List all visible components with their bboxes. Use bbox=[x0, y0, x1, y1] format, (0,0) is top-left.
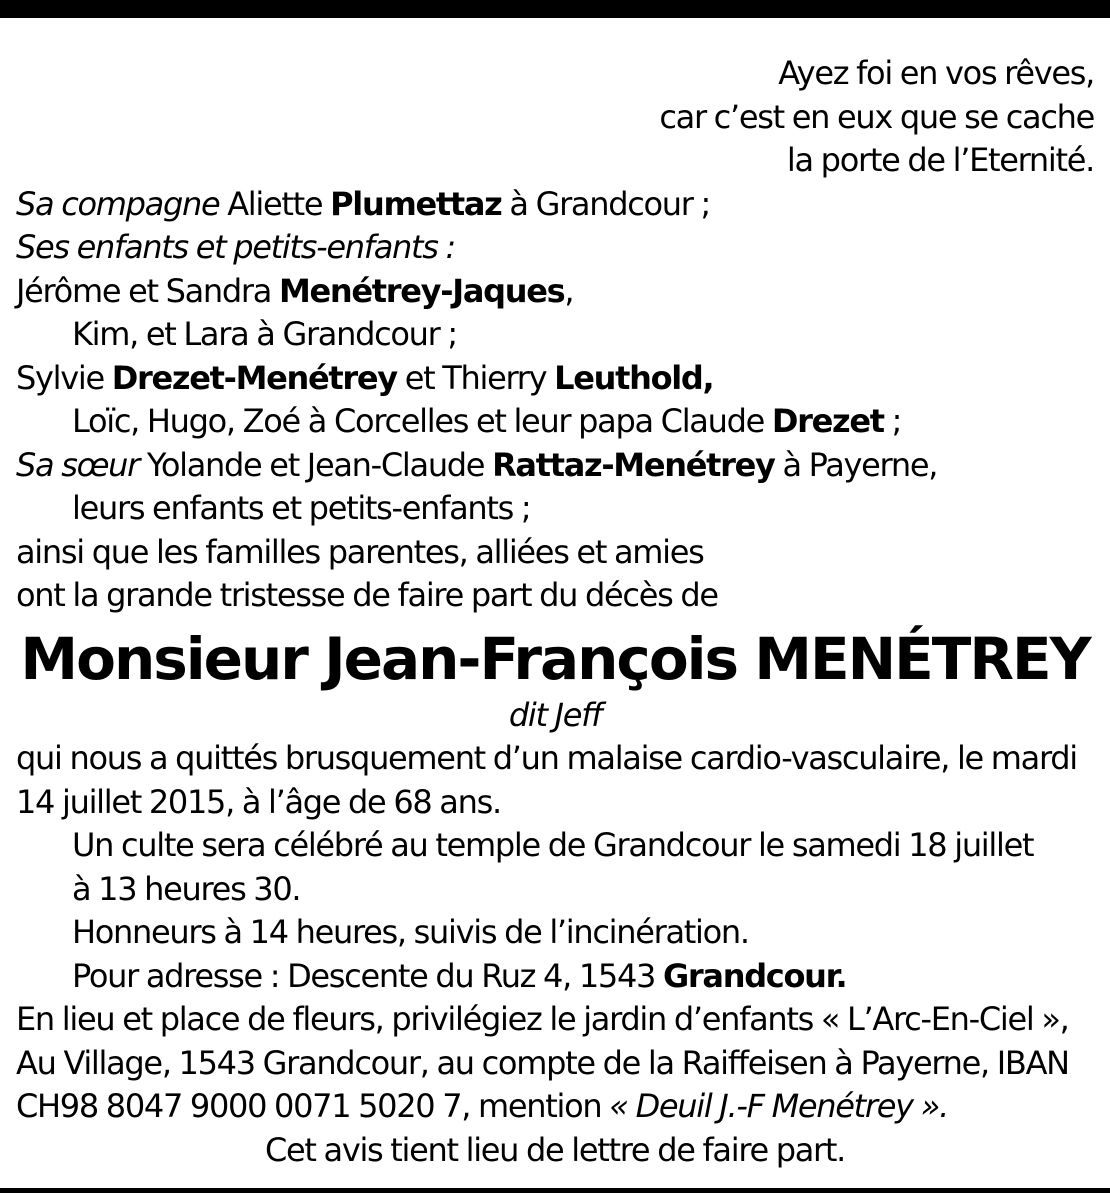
family-role: Sa compagne bbox=[16, 184, 220, 223]
family-surname: Drezet-Menétrey bbox=[111, 358, 397, 397]
family-surname: Leuthold, bbox=[554, 358, 714, 397]
family-text: Sylvie bbox=[16, 358, 112, 397]
family-surname: Drezet bbox=[771, 402, 884, 440]
body-line-6 bbox=[16, 955, 1094, 999]
address-town: Grandcour. bbox=[662, 956, 847, 995]
epigraph-line-1: Ayez foi en vos rêves, bbox=[778, 54, 1094, 92]
donation-mention: « Deuil J.-F Menétrey ». bbox=[609, 1087, 948, 1125]
family-text: leurs enfants et petits-enfants ; bbox=[72, 489, 531, 527]
family-text: Loïc, Hugo, Zoé à Corcelles et leur papa Claude bbox=[72, 402, 772, 440]
family-line-4 bbox=[16, 313, 1094, 357]
family-line-5 bbox=[16, 357, 1094, 401]
family-role: Sa sœur bbox=[16, 445, 139, 484]
body-line-3: Un culte sera célébré au temple de Grandcour le samedi 18 juillet bbox=[72, 826, 1034, 864]
address-text: Pour adresse : Descente du Ruz 4, 1543 bbox=[72, 956, 663, 995]
epigraph-line-2: car c’est en eux que se cache bbox=[659, 97, 1094, 136]
family-text: à Grandcour ; bbox=[501, 184, 710, 223]
family-text: Yolande et Jean-Claude bbox=[139, 445, 493, 484]
family-surname: Rattaz-Menétrey bbox=[492, 445, 775, 484]
body-line-5: Honneurs à 14 heures, suivis de l’incinération. bbox=[72, 913, 749, 951]
body-line-9 bbox=[16, 1085, 1094, 1129]
family-surname: Plumettaz bbox=[330, 184, 502, 223]
epigraph-line-3: la porte de l’Eternité. bbox=[786, 141, 1094, 179]
deceased-alias: dit Jeff bbox=[508, 695, 602, 734]
family-line-2 bbox=[16, 226, 1094, 270]
body-line-1: qui nous a quittés brusquement d’un malaise cardio-vasculaire, le mardi bbox=[16, 739, 1077, 777]
family-text: ; bbox=[883, 402, 902, 440]
body-line-8: Au Village, 1543 Grandcour, au compte de la Raiffeisen à Payerne, IBAN bbox=[16, 1043, 1069, 1082]
family-text: Jérôme et Sandra bbox=[16, 271, 279, 310]
body-line-10: Cet avis tient lieu de lettre de faire part. bbox=[264, 1130, 846, 1169]
family-text: ainsi que les familles parentes, alliées et amies bbox=[16, 532, 704, 571]
family-line-1 bbox=[16, 183, 1094, 227]
family-line-9 bbox=[16, 531, 1094, 575]
top-border bbox=[0, 0, 1110, 18]
family-text: et Thierry bbox=[396, 358, 555, 397]
family-line-6 bbox=[16, 400, 1094, 444]
bottom-border bbox=[0, 1188, 1110, 1193]
family-text: à Payerne, bbox=[774, 445, 938, 484]
family-line-8 bbox=[16, 487, 1094, 531]
family-surname: Menétrey-Jaques bbox=[278, 271, 565, 310]
body-line-4: à 13 heures 30. bbox=[72, 869, 301, 908]
iban-text: CH98 8047 9000 0071 5020 7, mention bbox=[16, 1087, 610, 1125]
family-text: Kim, et Lara à Grandcour ; bbox=[72, 315, 457, 353]
family-text: , bbox=[564, 271, 574, 310]
body-line-7: En lieu et place de fleurs, privilégiez le jardin d’enfants « L’Arc-En-Ciel », bbox=[16, 1000, 1069, 1038]
body-line-2: 14 juillet 2015, à l’âge de 68 ans. bbox=[16, 782, 501, 821]
family-text: ont la grande tristesse de faire part du décès de bbox=[16, 576, 718, 614]
family-line-3 bbox=[16, 270, 1094, 314]
death-notice bbox=[16, 52, 1094, 1172]
family-role: Ses enfants et petits-enfants : bbox=[16, 228, 455, 266]
family-line-10 bbox=[16, 574, 1094, 618]
deceased-name: Monsieur Jean-François MENÉTREY bbox=[20, 624, 1090, 693]
family-line-7 bbox=[16, 444, 1094, 488]
family-text: Aliette bbox=[219, 184, 331, 223]
